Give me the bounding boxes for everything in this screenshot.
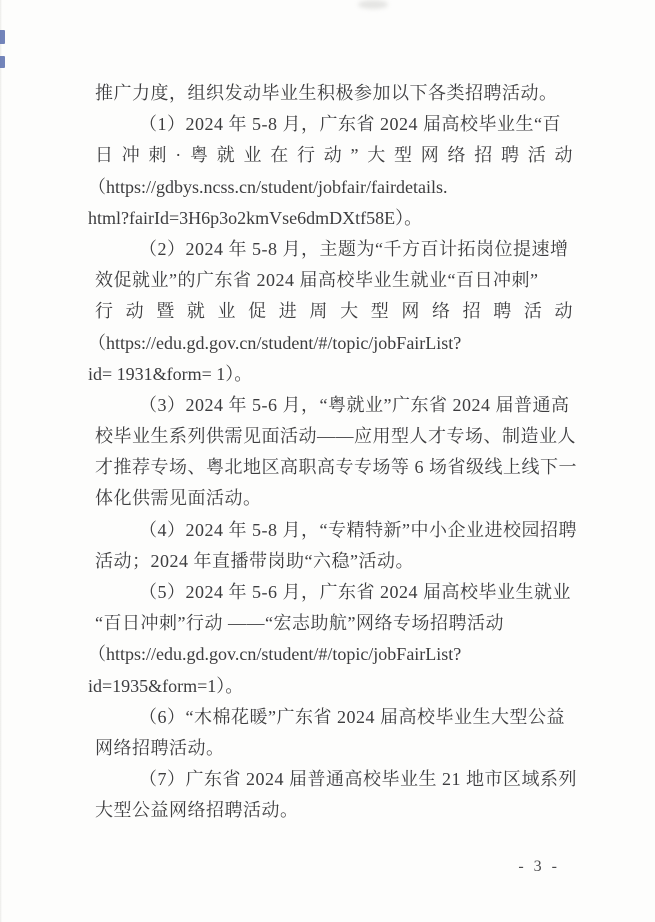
text-line: （2）2024 年 5-8 月，主题为“千方百计拓岗位提速增 <box>139 238 569 259</box>
text-line: 行动暨就业促进周大型网络招聘活动 <box>95 301 573 322</box>
text-line: （4）2024 年 5-8 月，“专精特新”中小企业进校园招聘 <box>139 519 577 540</box>
text-line: 网络招聘活动。 <box>95 737 225 758</box>
text-line: 校毕业生系列供需见面活动——应用型人才专场、制造业人 <box>95 426 576 447</box>
text-line: 才推荐专场、粤北地区高职高专专场等 6 场省级线上线下一 <box>95 457 577 478</box>
text-line: （3）2024 年 5-6 月，“粤就业”广东省 2024 届普通高 <box>139 394 570 415</box>
text-line-url: html?fairId=3H6p3o2kmVse6dmDXtf58E）。 <box>88 207 423 228</box>
text-line: 效促就业”的广东省 2024 届高校毕业生就业“百日冲刺” <box>95 270 539 291</box>
text-line-url: （https://edu.gd.gov.cn/student/#/topic/jobFairList? <box>88 332 462 353</box>
text-line: （5）2024 年 5-6 月，广东省 2024 届高校毕业生就业 <box>139 582 571 602</box>
text-line-url: id= 1931&form= 1）。 <box>88 363 253 384</box>
text-line: 活动；2024 年直播带岗助“六稳”活动。 <box>95 550 414 571</box>
scan-smudge <box>358 0 388 9</box>
text-line: “百日冲刺”行动 ——“宏志助航”网络专场招聘活动 <box>95 613 504 634</box>
text-line: 日冲刺·粤就业在行动”大型网络招聘活动 <box>95 145 573 166</box>
scan-artifact-mark <box>0 30 5 44</box>
document-body <box>88 78 577 827</box>
text-line: 体化供需见面活动。 <box>95 488 262 509</box>
text-line: （7）广东省 2024 届普通高校毕业生 21 地市区域系列 <box>139 769 577 790</box>
scan-edge-line <box>0 0 2 922</box>
text-line-url: id=1935&form=1）。 <box>88 675 244 696</box>
text-line-url: （https://edu.gd.gov.cn/student/#/topic/jobFairList? <box>88 644 462 665</box>
text-line: 大型公益网络招聘活动。 <box>95 800 299 821</box>
text-line: （1）2024 年 5-8 月，广东省 2024 届高校毕业生“百 <box>139 114 561 135</box>
text-line: 推广力度，组织发动毕业生积极参加以下各类招聘活动。 <box>95 83 558 103</box>
text-line: （6）“木棉花暖”广东省 2024 届高校毕业生大型公益 <box>139 706 565 727</box>
text-line-url: （https://gdbys.ncss.cn/student/jobfair/fairdetails. <box>88 176 448 197</box>
page-number: - 3 - <box>518 858 560 875</box>
scan-artifact-mark <box>0 56 5 68</box>
